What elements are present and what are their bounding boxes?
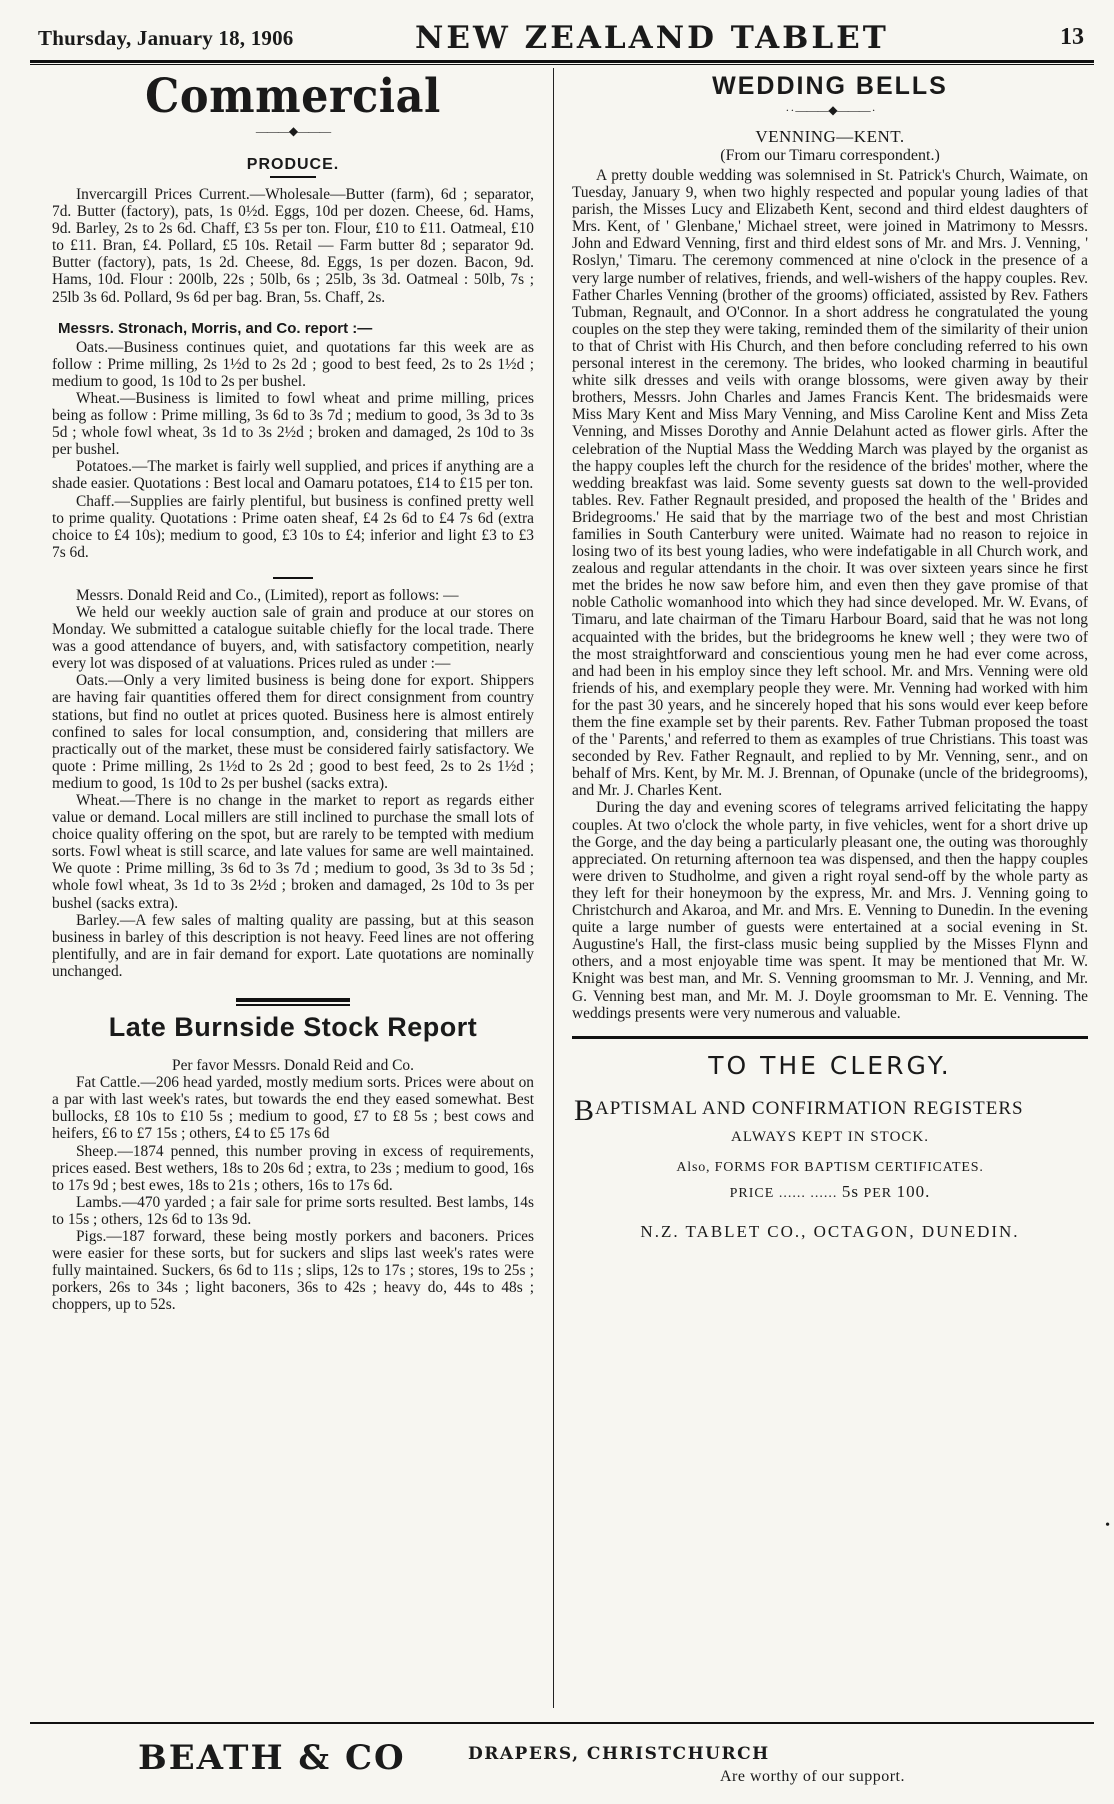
burnside-byline: Per favor Messrs. Donald Reid and Co.	[172, 1057, 414, 1075]
burnside-lambs: Lambs.—470 yarded ; a fair sale for prime sorts resulted. Best lambs, 14s to 15s ; others, 12s 6d to 13s 9d.	[52, 1193, 534, 1228]
burnside-fat-cattle: Fat Cattle.—206 head yarded, mostly medium sorts. Prices were about on a par with last week's rates, but towards the end they eased somewhat. Best bullocks, £8 10s to £10 5s ; medium to good, £7 to £8 5s ; best cows and heifers, £6 to £7 15s ; others, £4 to £5 17s 6d	[52, 1074, 534, 1143]
clergy-ad-registers-text: APTISMAL AND CONFIRMATION REGISTERS	[595, 1097, 1024, 1119]
clergy-ad-title: TO THE CLERGY.	[708, 1050, 952, 1080]
wedding-bells-heading: WEDDING BELLS	[712, 72, 948, 100]
footer-rule	[30, 1722, 1094, 1724]
wedding-correspondent: (From our Timaru correspondent.)	[720, 147, 940, 164]
clergy-ad-certificates: Also, FORMS FOR BAPTISM CERTIFICATES.	[676, 1159, 984, 1175]
beath-business-line: DRAPERS, CHRISTCHURCH	[468, 1744, 770, 1764]
price-quantity: 100.	[896, 1181, 931, 1201]
masthead-underline	[30, 64, 1094, 65]
clergy-ad-registers	[574, 1093, 1088, 1127]
beath-tagline: Are worthy of our support.	[720, 1768, 905, 1785]
advertisement-rule	[572, 1036, 1088, 1039]
stronach-wheat: Wheat.—Business is limited to fowl wheat and prime milling, prices being as follow : Prime milling, 3s 6d to 3s 7d ; medium to good, 3s 3d to 3s 5d ; whole fowl wheat, 3s 1d to 3s 2½d ; broken and damaged, 2s 10d to 3s per bushel.	[52, 389, 534, 459]
reid-wheat: Wheat.—There is no change in the market to report as regards either value or demand. Local millers are still inclined to purchase the small lots of choice quality offering on the spot, but are rarely to be tempted with medium sorts. Fowl wheat is still scarce, and late values for same are well maintained. We quote : Prime milling, 3s 6d to 3s 7d ; medium to good, 3s 3d to 3s 5d ; whole fowl wheat, 3s 1d to 3s 2½d ; broken and damaged, 2s 10d to 3s per bushel (sacks extra).	[52, 792, 534, 912]
wedding-paragraph: A pretty double wedding was solemnised in St. Patrick's Church, Waimate, on Tuesday, January 9, when two highly respected and popular young ladies of that parish, the Misses Lucy and Elizabeth Kent, second and third eldest daughters of Mrs. Kent, of ' Glenbane,' Michael street, were joined in Matrimony to Messrs. John and Edward Venning, first and third eldest sons of Mr. and Mrs. J. Venning, ' Roslyn,' Timaru. The ceremony commenced at nine o'clock in the presence of a very large number of relatives, friends, and well-wishers of the happy couples. Rev. Father Charles Venning (brother of the grooms) officiated, assisted by Rev. Fathers Tubman, Regnault, and O'Connor. In a short address he congratulated the young couples on the step they were taking, reminded them of the similarity of their union to that of Christ with His Church, and then before concluding referred to his own personal interest in the ceremony. The brides, who looked charming in beautiful white silk dresses and veils with orange blossoms, were given away by their brothers, Messrs. John Charles and James Francis Kent. The bridesmaids were Miss Mary Kent and Miss Mary Venning, and Miss Caroline Kent and Miss Zeta Venning, and Misses Dorothy and Annie Delahunt acted as flower girls. After the celebration of the Nuptial Mass the Wedding March was played by the organist as the happy couples left the church for the residence of the brides' mother, where the wedding breakfast was laid. Some seventy guests sat down to the well-provided tables. Rev. Father Regnault presided, and proposed the health of the ' Brides and Bridegrooms.' He said that by the marriage two of the best and most Christian families in South Canterbury were united. Waimate had no reason to rejoice in losing two of its best young ladies, who were indefatigable in all Church work, and zealous and regular attendants in the choir. It was over sixteen years since he first met the brides he now saw before him, and even then they gave promise of that noble Catholic womanhood into which they had since developed. Mr. W. Evans, of Timaru, and late chairman of the Timaru Harbour Board, said that he was not long acquainted with the brides, but the bridegrooms he knew well ; they were two of the most straightforward and conscientious young men he had ever come across, and had been in his employ since they left school. Mr. and Mrs. Venning were old friends of his, and exemplary people they were. Mr. Venning had worked with him for the past 30 years, and he sincerely hoped that his sons would ever keep before them the fine example set by their parents. Rev. Father Tubman proposed the toast of the ' Parents,' and referred to them as examples of true Christians. This toast was seconded by Rev. Father Regnault, and replied to by Mr. Venning, senr., and on behalf of Mrs. Kent, by Mr. M. J. Brennan, of Opunake (uncle of the bridegrooms), and Mr. J. Charles Kent.	[572, 167, 1088, 800]
price-per: PER	[863, 1185, 893, 1201]
commercial-heading: Commercial	[145, 70, 441, 124]
clergy-ad-publisher: N.Z. TABLET CO., OCTAGON, DUNEDIN.	[640, 1221, 1020, 1241]
produce-heading: PRODUCE.	[246, 156, 340, 173]
page-number: 13	[1060, 24, 1084, 50]
right-column	[572, 72, 1088, 1242]
wedding-paragraph: During the day and evening scores of telegrams arrived felicitating the happy couples. At two o'clock the whole party, in five vehicles, went for a short drive up the Gorge, and the day being a particularly pleasant one, the outing was thoroughly appreciated. On returning afternoon tea was dispensed, and then the happy couples were driven to Studholme, and given a right royal send-off by the whole party as they left for their honeymoon by the express, Mr. and Mrs. J. Venning going to Christchurch and Akaroa, and Mr. and Mrs. E. Venning to Dunedin. In the evening quite a large number of guests were entertained at a social evening in St. Augustine's Hall, the first-class music being supplied by the Misses Flynn and others, and a most enjoyable time was spent. It may be mentioned that Mr. W. Knight was best man, and Mr. S. Venning groomsman to Mr. J. Venning, and Mr. G. Venning best man, and Mr. M. J. Doyle groomsman to Mr. E. Venning. The weddings presents were very numerous and valuable.	[572, 799, 1088, 1022]
reid-oats: Oats.—Only a very limited business is being done for export. Shippers are having fair quantities offered them for direct consignment from country stations, but find no outlet at prices quoted. Business here is almost entirely confined to sales for local consumption, and, considering that millers are practically out of the market, these must be considered fairly satisfactory. We quote : Prime milling, 2s 1½d to 2s 2d ; good to best feed, 2s to 2s 1½d ; medium to good, 1s 10d to 2s per bushel (sacks extra).	[52, 672, 534, 792]
price-amount: 5s	[841, 1181, 859, 1201]
reid-barley: Barley.—A few sales of malting quality are passing, but at this season business in barley of this description is not heavy. Feed lines are not offering plentifully, and are in fair demand for export. Late quotations are nominally unchanged.	[52, 911, 534, 980]
produce-paragraph: Invercargill Prices Current.—Wholesale—Butter (farm), 6d ; separator, 7d. Butter (factory), pats, 1s 0½d. Eggs, 10d per dozen. Cheese, 6d. Hams, 9d. Barley, 2s to 2s 6d. Chaff, £3 5s per ton. Flour, £10 to £11. Oatmeal, £10 to £11. Bran, £4. Pollard, £5 10s. Retail — Farm butter 8d ; separator 9d. Butter (factory), pats, 1s 2d. Cheese, 8d. Eggs, 1s per dozen. Bacon, 9d. Hams, 10d. Flour : 200lb, 22s ; 50lb, 6s ; 25lb, 3s 3d. Oatmeal : 50lb, 7s ; 25lb 3s 6d. Pollard, 9s 6d per bag. Bran, 5s. Chaff, 2s.	[52, 186, 534, 306]
newspaper-title: NEW ZEALAND TABLET	[415, 20, 889, 56]
burnside-heading: Late Burnside Stock Report	[108, 1012, 478, 1043]
stronach-chaff: Chaff.—Supplies are fairly plentiful, but business is confined pretty well to prime quality. Quotations : Prime oaten sheaf, £4 2s 6d to £4 7s 6d (extra choice to £4 10s); medium to good, £3 10s to £4; inferior and light £3 to £3 7s 6d.	[52, 492, 534, 561]
burnside-pigs: Pigs.—187 forward, these being mostly porkers and baconers. Prices were easier for these sorts, but for suckers and slips last week's rates were fully maintained. Suckers, 6s 6d to 11s ; slips, 12s to 17s ; stores, 19s to 25s ; porkers, 26s to 34s ; light baconers, 36s to 42s ; heavy do, 44s to 48s ; choppers, up to 52s.	[52, 1227, 534, 1314]
section-rule	[236, 1004, 350, 1006]
issue-date: Thursday, January 18, 1906	[38, 26, 294, 50]
heading-ornament: ———◆———	[255, 124, 331, 138]
clergy-advertisement	[572, 1051, 1088, 1242]
stronach-potatoes: Potatoes.—The market is fairly well supplied, and prices if anything are a shade easier. Quotations : Best local and Oamaru potatoes, £14 to £15 per ton.	[52, 458, 534, 493]
clergy-ad-stock: ALWAYS KEPT IN STOCK.	[731, 1128, 929, 1145]
column-divider	[553, 68, 554, 1708]
clergy-ad-price	[572, 1182, 1088, 1202]
stronach-report-heading: Messrs. Stronach, Morris, and Co. report :—	[58, 319, 373, 337]
section-rule	[270, 176, 316, 178]
left-column	[52, 72, 534, 1313]
wedding-subtitle: VENNING—KENT.	[755, 127, 905, 146]
burnside-sheep: Sheep.—1874 penned, this number proving in excess of requirements, prices eased. Best wethers, 18s to 20s 6d ; extra, to 23s ; medium to good, 16s to 17s 9d ; best ewes, 18s to 21s ; others, 16s to 17s 6d.	[52, 1142, 534, 1194]
price-label: PRICE	[729, 1185, 775, 1201]
price-dots: ...... ......	[778, 1185, 838, 1201]
stronach-oats: Oats.—Business continues quiet, and quotations far this week are as follow : Prime milling, 2s 1½d to 2s 2d ; good to best feed, 2s to 2s 1½d ; medium to good, 1s 10d to 2s per bushel.	[52, 338, 534, 390]
beath-advertisement-name: BEATH & CO	[138, 1738, 406, 1778]
drop-capital: B	[574, 1093, 596, 1127]
reid-report-intro: Messrs. Donald Reid and Co., (Limited), report as follows: —	[76, 586, 459, 604]
section-rule	[236, 998, 350, 1002]
heading-ornament: · · ———◆——— ·	[785, 103, 875, 117]
masthead	[30, 18, 1094, 63]
bullet-mark: •	[1105, 1518, 1110, 1533]
reid-auction: We held our weekly auction sale of grain and produce at our stores on Monday. We submitted a catalogue suitable chiefly for the local trade. There was a good attendance of buyers, and, with satisfactory competition, nearly every lot was disposed of at valuations. Prices ruled as under :—	[52, 603, 534, 673]
section-rule	[273, 577, 313, 579]
